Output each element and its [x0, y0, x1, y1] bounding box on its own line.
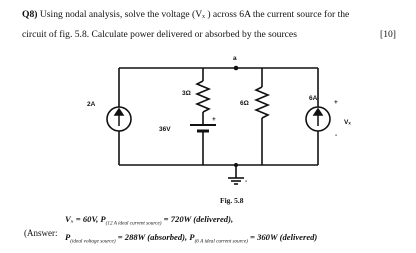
label-6-ohm: 6Ω	[240, 100, 249, 107]
label-6a: 6A	[309, 95, 318, 102]
node-label-a: a	[233, 55, 237, 62]
answer-line-2	[65, 232, 317, 245]
arrow-2a-head	[115, 109, 123, 115]
label-3-ohm: 3Ω	[182, 90, 191, 97]
node-a-dot	[234, 66, 239, 71]
label-2a: 2A	[87, 101, 96, 108]
answer-vx: Vₓ = 60V, P	[65, 214, 106, 224]
ground-node-dot	[234, 163, 238, 167]
answer-line-1	[65, 214, 233, 227]
answer-pv-prefix: P	[65, 232, 71, 242]
answer-label: (Answer:	[24, 228, 58, 238]
vx-minus: -	[335, 132, 338, 139]
answer-p12-value: = 720W (delivered),	[161, 214, 234, 224]
ground-minus: -	[245, 178, 248, 185]
answer-p6-value: = 360W (delivered)	[247, 232, 318, 242]
answer-pv-value: = 288W (absorbed), P	[115, 232, 195, 242]
resistor-6-ohm	[256, 87, 268, 118]
label-36v: 36V	[159, 126, 171, 133]
arrow-6a-head	[314, 109, 322, 115]
question-number: Q8)	[22, 9, 38, 20]
vx-plus: +	[334, 99, 338, 106]
question-text-1: Using nodal analysis, solve the voltage (Vₓ ) across 6A the current source for the	[39, 9, 350, 20]
label-vx: Vₓ	[344, 119, 351, 126]
figure-caption: Fig. 5.8	[220, 196, 244, 205]
battery-plus: +	[212, 116, 216, 123]
answer-p12-sub: (12 A ideal current source)	[105, 220, 162, 227]
resistor-3-ohm	[197, 81, 209, 112]
answer-pv-sub: (ideal voltage source)	[70, 238, 116, 245]
question-line-2: circuit of fig. 5.8. Calculate power delivered or absorbed by the sources	[22, 29, 297, 40]
answer-p6-sub: (6 A ideal current source)	[194, 238, 248, 245]
question-marks: [10]	[380, 29, 396, 40]
